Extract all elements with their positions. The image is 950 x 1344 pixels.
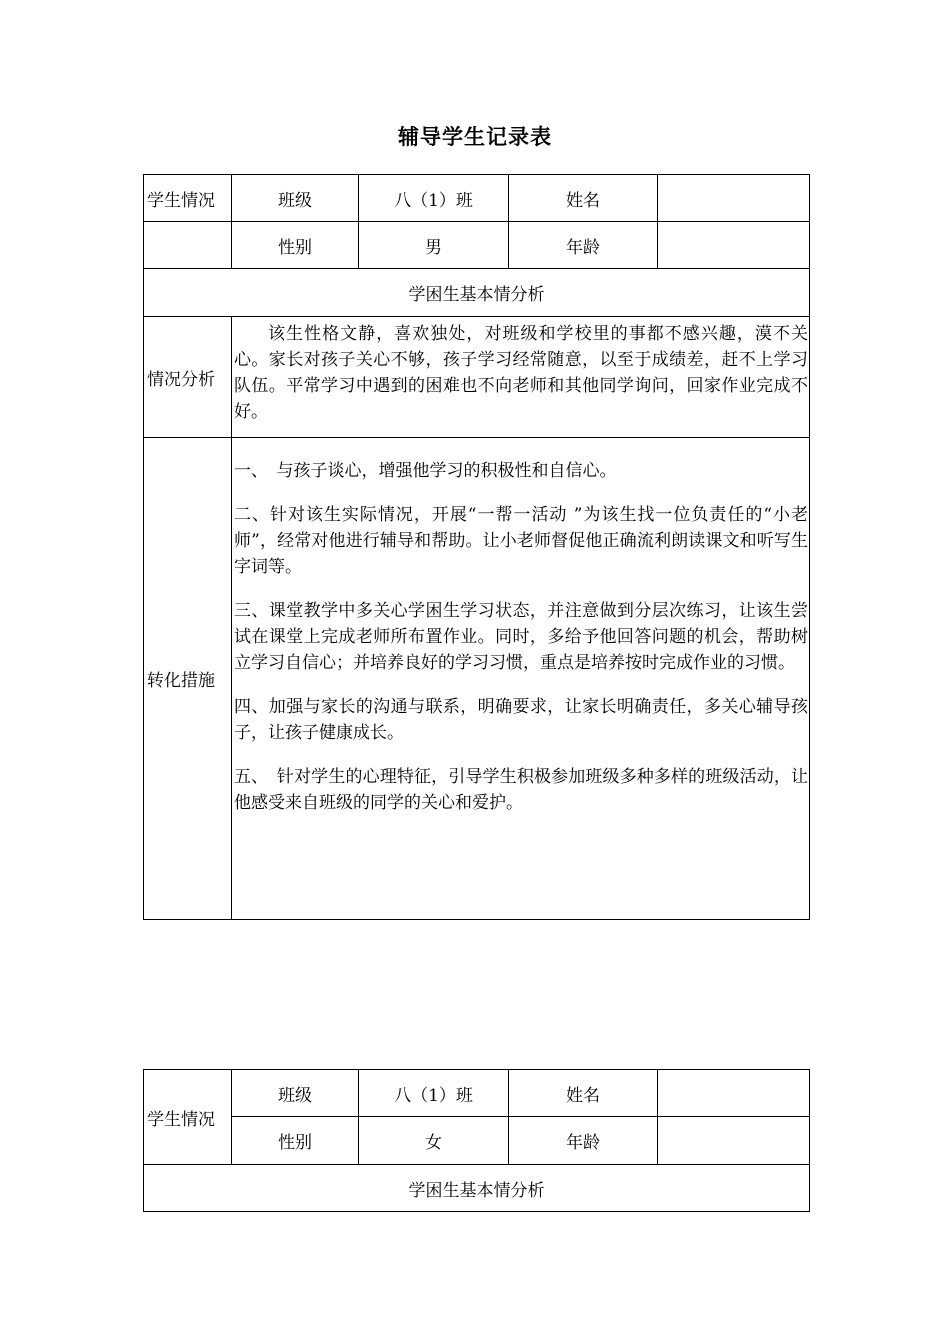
record-table-2 xyxy=(143,1069,810,1212)
measure-item: 三、课堂教学中多关心学困生学习状态，并注意做到分层次练习，让该生尝试在课堂上完成老师所布置作业。同时，多给予他回答问题的机会，帮助树立学习自信心；并培养良好的学习习惯，重点是培养按时完成作业的习惯。 xyxy=(234,601,808,673)
situation-text: 该生性格文静，喜欢独处，对班级和学校里的事都不感兴趣，漠不关心。家长对孩子关心不够，孩子学习经常随意，以至于成绩差，赶不上学习队伍。平常学习中遇到的困难也不向老师和其他同学询问，回家作业完成不好。 xyxy=(234,324,808,422)
class-label: 班级 xyxy=(232,1070,359,1117)
gender-value: 男 xyxy=(359,222,509,269)
measure-item: 一、 与孩子谈心，增强他学习的积极性和自信心。 xyxy=(234,461,617,481)
student-info-label: 学生情况 xyxy=(144,175,232,222)
measure-item: 四、加强与家长的沟通与联系，明确要求，让家长明确责任，多关心辅导孩子，让孩子健康成长。 xyxy=(234,697,808,743)
age-value xyxy=(658,222,810,269)
gender-label: 性别 xyxy=(232,1117,359,1165)
gender-value: 女 xyxy=(359,1117,509,1165)
name-label: 姓名 xyxy=(509,1070,658,1117)
analysis-header: 学困生基本情分析 xyxy=(144,269,810,317)
student-info-label: 学生情况 xyxy=(144,1070,232,1165)
name-label: 姓名 xyxy=(509,175,658,222)
name-value xyxy=(658,175,810,222)
page-title: 辅导学生记录表 xyxy=(398,125,552,149)
class-value: 八（1）班 xyxy=(359,1070,509,1117)
measures-cell xyxy=(232,438,810,920)
class-label: 班级 xyxy=(232,175,359,222)
name-value xyxy=(658,1070,810,1117)
situation-cell xyxy=(232,317,810,438)
record-table-1 xyxy=(143,174,810,920)
situation-label: 情况分析 xyxy=(144,317,232,438)
age-label: 年龄 xyxy=(509,1117,658,1165)
gender-label: 性别 xyxy=(232,222,359,269)
analysis-header: 学困生基本情分析 xyxy=(144,1165,810,1212)
measure-item: 二、针对该生实际情况，开展“一帮一活动 ”为该生找一位负责任的“小老师”，经常对他进行辅导和帮助。让小老师督促他正确流利朗读课文和听写生字词等。 xyxy=(234,505,808,577)
empty-cell xyxy=(144,222,232,269)
measures-label: 转化措施 xyxy=(144,438,232,920)
age-label: 年龄 xyxy=(509,222,658,269)
age-value xyxy=(658,1117,810,1165)
measure-item: 五、 针对学生的心理特征，引导学生积极参加班级多种多样的班级活动，让他感受来自班级的同学的关心和爱护。 xyxy=(234,767,808,813)
class-value: 八（1）班 xyxy=(359,175,509,222)
